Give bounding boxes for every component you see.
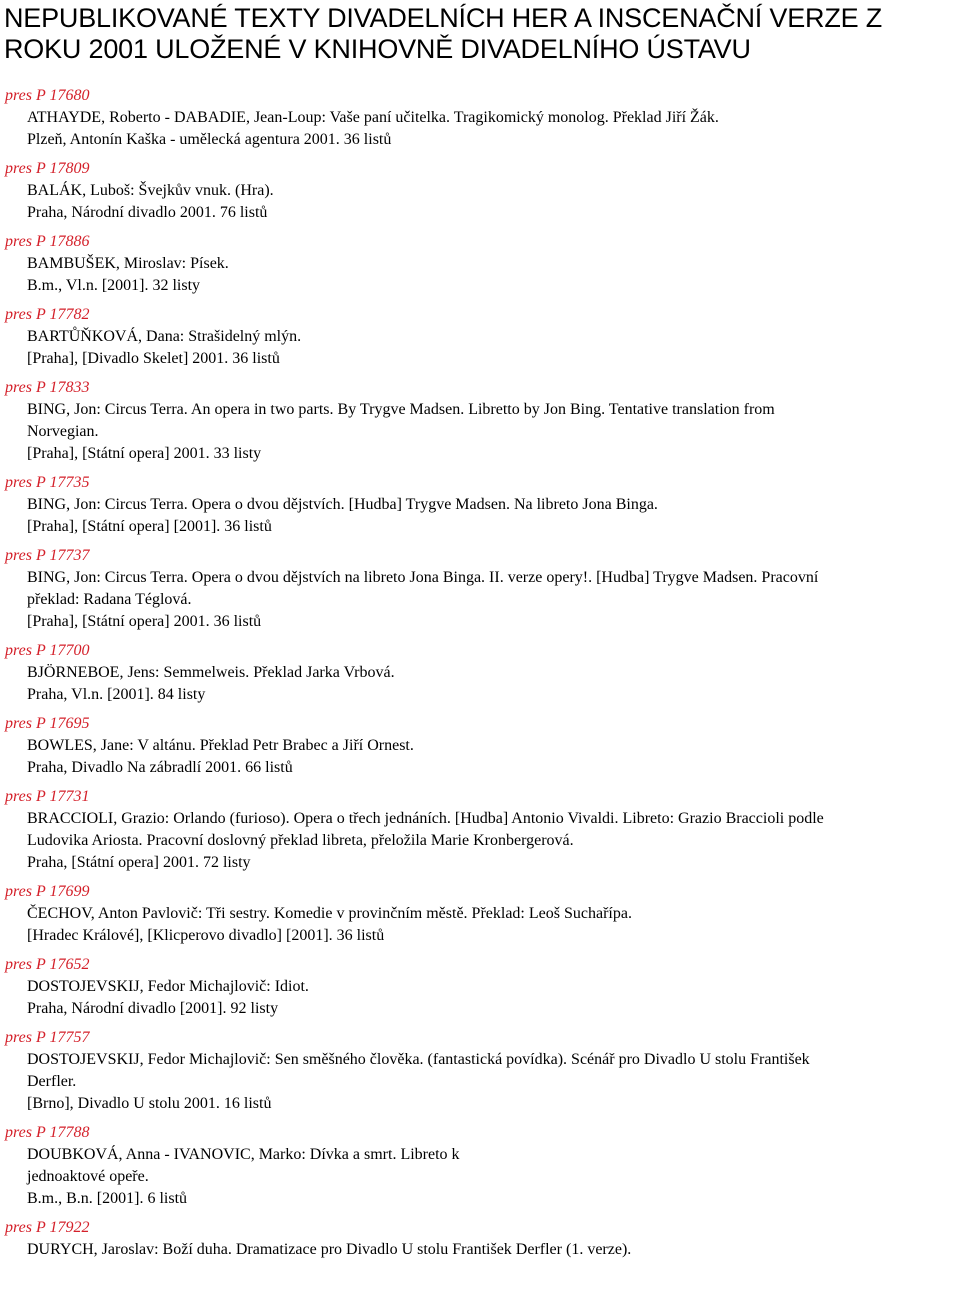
entry-imprint: Plzeň, Antonín Kaška - umělecká agentura 2001. 36 listů xyxy=(27,131,392,148)
entry-description: BAMBUŠEK, Miroslav: Písek. xyxy=(27,255,229,272)
entry-signature: pres P 17886 xyxy=(5,233,90,250)
entry-list xyxy=(0,85,960,1261)
catalog-entry xyxy=(0,231,960,297)
entry-imprint: [Praha], [Státní opera] [2001]. 36 listů xyxy=(27,518,272,535)
catalog-entry xyxy=(0,640,960,706)
entry-description: DOUBKOVÁ, Anna - IVANOVIC, Marko: Dívka a smrt. Libreto k xyxy=(27,1146,460,1163)
entry-imprint: [Praha], [Státní opera] 2001. 36 listů xyxy=(27,613,262,630)
entry-signature: pres P 17809 xyxy=(5,160,90,177)
entry-signature: pres P 17652 xyxy=(5,956,90,973)
entry-signature: pres P 17922 xyxy=(5,1219,90,1236)
entry-imprint: Praha, Národní divadlo [2001]. 92 listy xyxy=(27,1000,279,1017)
catalog-entry xyxy=(0,472,960,538)
catalog-entry xyxy=(0,1122,960,1210)
entry-signature: pres P 17757 xyxy=(5,1029,90,1046)
entry-signature: pres P 17737 xyxy=(5,547,90,564)
catalog-entry xyxy=(0,954,960,1020)
entry-description: Ludovika Ariosta. Pracovní doslovný překlad libreta, přeložila Marie Kronbergerová. xyxy=(27,832,574,849)
entry-description: Norvegian. xyxy=(27,423,99,440)
entry-description: Derfler. xyxy=(27,1073,77,1090)
entry-description: DOSTOJEVSKIJ, Fedor Michajlovič: Sen směšného člověka. (fantastická povídka). Scénář pro Divadlo U stolu František xyxy=(27,1051,810,1068)
catalog-entry xyxy=(0,158,960,224)
entry-imprint: [Hradec Králové], [Klicperovo divadlo] [2001]. 36 listů xyxy=(27,927,385,944)
entry-signature: pres P 17788 xyxy=(5,1124,90,1141)
entry-imprint: [Praha], [Státní opera] 2001. 33 listy xyxy=(27,445,262,462)
entry-description: jednoaktové opeře. xyxy=(27,1168,149,1185)
catalog-entry xyxy=(0,545,960,633)
entry-imprint: Praha, [Státní opera] 2001. 72 listy xyxy=(27,854,251,871)
entry-description: BING, Jon: Circus Terra. Opera o dvou dějstvích. [Hudba] Trygve Madsen. Na libreto Jona Binga. xyxy=(27,496,658,513)
entry-imprint: [Brno], Divadlo U stolu 2001. 16 listů xyxy=(27,1095,272,1112)
entry-imprint: Praha, Divadlo Na zábradlí 2001. 66 listů xyxy=(27,759,293,776)
entry-signature: pres P 17699 xyxy=(5,883,90,900)
entry-description: ATHAYDE, Roberto - DABADIE, Jean-Loup: Vaše paní učitelka. Tragikomický monolog. Překlad Jiří Žák. xyxy=(27,109,719,126)
entry-description: BRACCIOLI, Grazio: Orlando (furioso). Opera o třech jednáních. [Hudba] Antonio Vivaldi. Libreto: Grazio Braccioli podle xyxy=(27,810,824,827)
entry-description: BARTŮŇKOVÁ, Dana: Strašidelný mlýn. xyxy=(27,328,302,345)
entry-imprint: DURYCH, Jaroslav: Boží duha. Dramatizace pro Divadlo U stolu František Derfler (1. verze). xyxy=(27,1241,632,1258)
entry-signature: pres P 17735 xyxy=(5,474,90,491)
catalog-entry xyxy=(0,713,960,779)
entry-description: BJÖRNEBOE, Jens: Semmelweis. Překlad Jarka Vrbová. xyxy=(27,664,395,681)
entry-description: DOSTOJEVSKIJ, Fedor Michajlovič: Idiot. xyxy=(27,978,309,995)
entry-signature: pres P 17680 xyxy=(5,87,90,104)
catalog-entry xyxy=(0,85,960,151)
catalog-entry xyxy=(0,1217,960,1261)
entry-description: BALÁK, Luboš: Švejkův vnuk. (Hra). xyxy=(27,182,274,199)
catalog-entry xyxy=(0,304,960,370)
catalog-entry xyxy=(0,881,960,947)
entry-signature: pres P 17700 xyxy=(5,642,90,659)
entry-signature: pres P 17782 xyxy=(5,306,90,323)
entry-signature: pres P 17833 xyxy=(5,379,90,396)
entry-signature: pres P 17731 xyxy=(5,788,90,805)
entry-description: BING, Jon: Circus Terra. An opera in two parts. By Trygve Madsen. Libretto by Jon Bing. Tentative translation from xyxy=(27,401,775,418)
catalog-entry xyxy=(0,1027,960,1115)
catalog-entry xyxy=(0,377,960,465)
entry-description: překlad: Radana Téglová. xyxy=(27,591,192,608)
entry-description: BOWLES, Jane: V altánu. Překlad Petr Brabec a Jiří Ornest. xyxy=(27,737,414,754)
entry-imprint: [Praha], [Divadlo Skelet] 2001. 36 listů xyxy=(27,350,280,367)
entry-imprint: B.m., B.n. [2001]. 6 listů xyxy=(27,1190,188,1207)
entry-imprint: Praha, Národní divadlo 2001. 76 listů xyxy=(27,204,268,221)
entry-signature: pres P 17695 xyxy=(5,715,90,732)
entry-imprint: Praha, Vl.n. [2001]. 84 listy xyxy=(27,686,206,703)
entry-imprint: B.m., Vl.n. [2001]. 32 listy xyxy=(27,277,201,294)
catalog-entry xyxy=(0,786,960,874)
entry-description: BING, Jon: Circus Terra. Opera o dvou dějstvích na libreto Jona Binga. II. verze opery!. [Hudba] Trygve Madsen. Pracovní xyxy=(27,569,819,586)
page-title: NEPUBLIKOVANÉ TEXTY DIVADELNÍCH HER A INSCENAČNÍ VERZE Z ROKU 2001 ULOŽENÉ V KNIHOVNĚ DIVADELNÍHO ÚSTAVU xyxy=(4,3,883,64)
entry-description: ČECHOV, Anton Pavlovič: Tři sestry. Komedie v provinčním městě. Překlad: Leoš Suchařípa. xyxy=(27,905,632,922)
